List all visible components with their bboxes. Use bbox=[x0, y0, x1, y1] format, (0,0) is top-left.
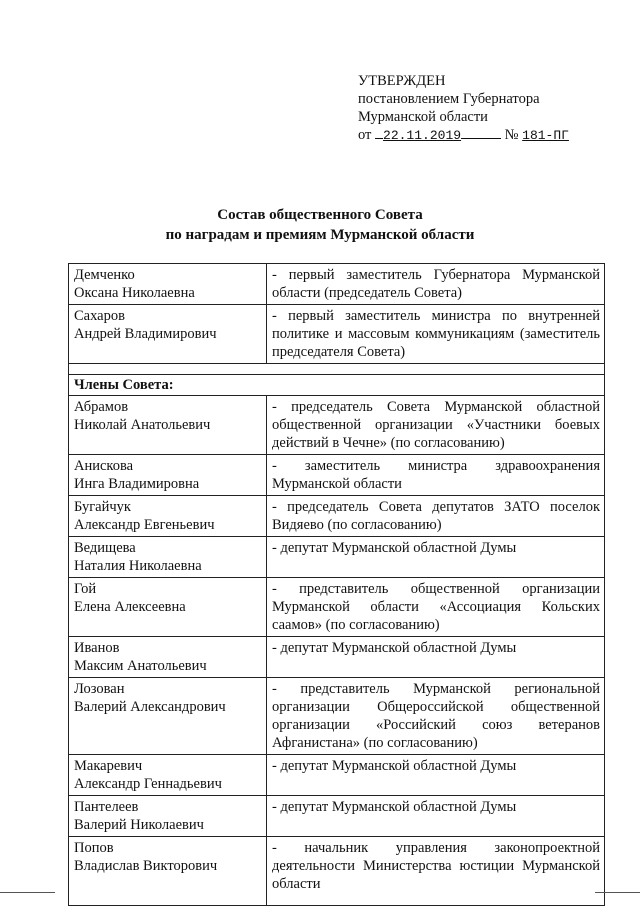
table-row bbox=[69, 264, 605, 305]
table-row bbox=[69, 755, 605, 796]
document-title bbox=[0, 205, 640, 245]
from-label: от bbox=[358, 127, 372, 143]
person-surname: Демченко bbox=[74, 267, 135, 283]
table-row bbox=[69, 637, 605, 678]
approval-heading: УТВЕРЖДЕН bbox=[358, 73, 446, 89]
council-table bbox=[68, 263, 605, 906]
table-row bbox=[69, 455, 605, 496]
person-name-cell bbox=[69, 837, 267, 906]
person-role: - председатель Совета депутатов ЗАТО поселок Видяево (по согласованию) bbox=[267, 496, 605, 537]
person-surname: Макаревич bbox=[74, 758, 143, 774]
person-given-names: Александр Геннадьевич bbox=[74, 776, 222, 792]
approval-line-2: Мурманской области bbox=[358, 109, 488, 125]
table-row bbox=[69, 496, 605, 537]
person-surname: Пантелеев bbox=[74, 799, 139, 815]
number-label: № bbox=[504, 127, 519, 143]
person-surname: Анискова bbox=[74, 458, 134, 474]
person-given-names: Андрей Владимирович bbox=[74, 326, 217, 342]
person-role: - представитель Мурманской региональной организации Общероссийской общественной организации «Российский союз ветеранов Афганистана» (по согласованию) bbox=[267, 678, 605, 755]
person-name-cell bbox=[69, 637, 267, 678]
person-role: - первый заместитель Губернатора Мурманской области (председатель Совета) bbox=[267, 264, 605, 305]
person-role: - депутат Мурманской областной Думы bbox=[267, 537, 605, 578]
person-role: - первый заместитель министра по внутренней политике и массовым коммуникациям (заместитель председателя Совета) bbox=[267, 305, 605, 364]
approval-stamp bbox=[358, 72, 569, 145]
person-given-names: Оксана Николаевна bbox=[74, 285, 195, 301]
person-role: - начальник управления законопроектной деятельности Министерства юстиции Мурманской области bbox=[267, 837, 605, 906]
spacer-cell bbox=[69, 364, 605, 375]
approval-date-line bbox=[358, 126, 569, 145]
title-line-2: по наградам и премиям Мурманской области bbox=[165, 227, 475, 243]
person-surname: Гой bbox=[74, 581, 97, 597]
person-given-names: Владислав Викторович bbox=[74, 858, 218, 874]
person-given-names: Николай Анатольевич bbox=[74, 417, 211, 433]
person-role: - депутат Мурманской областной Думы bbox=[267, 637, 605, 678]
table-row bbox=[69, 305, 605, 364]
person-name-cell bbox=[69, 537, 267, 578]
person-name-cell bbox=[69, 578, 267, 637]
person-given-names: Наталия Николаевна bbox=[74, 558, 202, 574]
person-surname: Сахаров bbox=[74, 308, 125, 324]
members-heading-row bbox=[69, 375, 605, 396]
members-heading: Члены Совета: bbox=[69, 375, 605, 396]
person-surname: Иванов bbox=[74, 640, 120, 656]
table-row bbox=[69, 578, 605, 637]
person-role: - депутат Мурманской областной Думы bbox=[267, 796, 605, 837]
table-row bbox=[69, 396, 605, 455]
person-name-cell bbox=[69, 305, 267, 364]
person-given-names: Александр Евгеньевич bbox=[74, 517, 215, 533]
person-given-names: Валерий Николаевич bbox=[74, 817, 204, 833]
spacer-row bbox=[69, 364, 605, 375]
person-given-names: Елена Алексеевна bbox=[74, 599, 186, 615]
scan-edge-left bbox=[0, 892, 55, 893]
table-row bbox=[69, 796, 605, 837]
person-surname: Попов bbox=[74, 840, 114, 856]
person-name-cell bbox=[69, 496, 267, 537]
scan-edge-right bbox=[595, 892, 640, 893]
person-name-cell bbox=[69, 455, 267, 496]
person-name-cell bbox=[69, 755, 267, 796]
person-role: - представитель общественной организации Мурманской области «Ассоциация Кольских саамов» (по согласованию) bbox=[267, 578, 605, 637]
person-name-cell bbox=[69, 264, 267, 305]
person-surname: Ведищева bbox=[74, 540, 136, 556]
approval-date: 22.11.2019 bbox=[383, 128, 462, 143]
table-row bbox=[69, 537, 605, 578]
person-role: - заместитель министра здравоохранения Мурманской области bbox=[267, 455, 605, 496]
person-surname: Бугайчук bbox=[74, 499, 131, 515]
person-role: - председатель Совета Мурманской областной общественной организации «Участники боевых действий в Чечне» (по согласованию) bbox=[267, 396, 605, 455]
person-given-names: Валерий Александрович bbox=[74, 699, 226, 715]
person-name-cell bbox=[69, 796, 267, 837]
person-surname: Лозован bbox=[74, 681, 125, 697]
person-given-names: Инга Владимировна bbox=[74, 476, 200, 492]
title-line-1: Состав общественного Совета bbox=[217, 207, 423, 223]
person-surname: Абрамов bbox=[74, 399, 129, 415]
table-row bbox=[69, 837, 605, 906]
approval-line-1: постановлением Губернатора bbox=[358, 91, 540, 107]
person-name-cell bbox=[69, 678, 267, 755]
approval-number: 181-ПГ bbox=[522, 128, 569, 143]
person-given-names: Максим Анатольевич bbox=[74, 658, 207, 674]
table-row bbox=[69, 678, 605, 755]
person-name-cell bbox=[69, 396, 267, 455]
person-role: - депутат Мурманской областной Думы bbox=[267, 755, 605, 796]
